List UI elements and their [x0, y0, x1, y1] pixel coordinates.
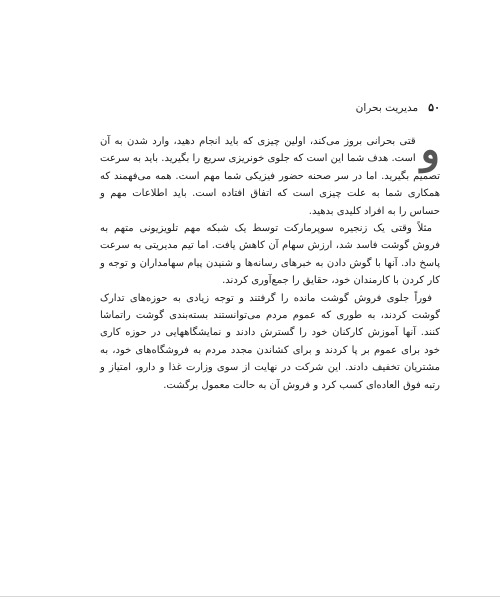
running-title: مدیریت بحران: [355, 102, 419, 114]
paragraph-3: فوراً جلوی فروش گوشت مانده را گرفتند و توجه زیادی به حوزه‌های تدارک گوشت کردند، به طوری که عموم مردم می‌توانستند بسته‌بندی گوشت راتماشا کنند. آنها آموزش کارکنان خود را گسترش دادند و نمایشگاههایی در حوزه کاری خود برای عموم بر پا کردند و برای کشاندن مجدد مردم به فروشگاه‌های خود، به مشتریان تخفیف دادند. این شرکت در نهایت از سوی وزارت غذا و دارو، امتیاز و رتبه فوق العاده‌ای کسب کرد و فروش آن به حالت معمول برگشت.: [100, 292, 440, 391]
bottom-divider: [0, 596, 500, 597]
drop-cap: و: [420, 126, 440, 173]
body-text: [100, 126, 440, 394]
paragraph-2: مثلاً وقتی یک زنجیره سوپرمارکت توسط یک شبکه مهم تلویزیونی متهم به فروش گوشت فاسد شد، ارزش سهام آن کاهش یافت. اما تیم مدیریتی به سرعت پاسخ داد. آنها با گوش دادن به خبرهای رسانه‌ها و شنیدن پیام سهامداران و توجه و کار کردن با کارمندان خود، حقایق را جمع‌آوری کردند.: [100, 223, 440, 287]
paragraph-1-text: قتی بحرانی بروز می‌کند، اولین چیزی که باید انجام دهید، وارد شدن به آن است. هدف شما این است که جلوی خونریزی سریع را بگیرید. باید به سرعت تصمیم بگیرید. اما در سر صحنه حضور فیزیکی شما مهم است. همه می‌فهمند که همکاری شما به علت چیزی است که اتفاق افتاده است. باید اطلاعات مهم و حساس را به افراد کلیدی بدهید.: [100, 136, 440, 217]
paragraph-1: [100, 126, 440, 220]
page-number: ۵۰: [428, 101, 440, 114]
running-header: [310, 101, 440, 114]
